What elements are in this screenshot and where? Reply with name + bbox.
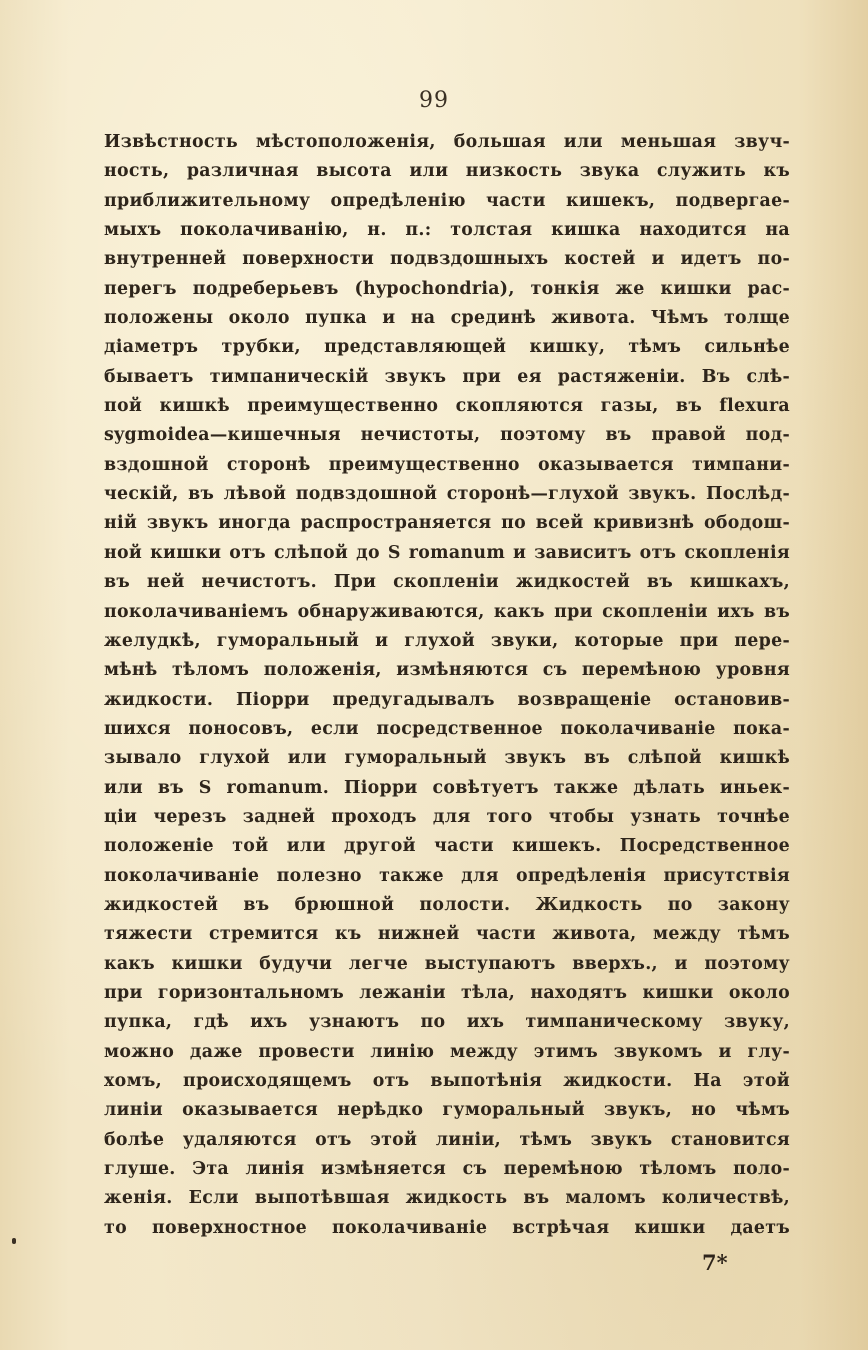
text-line: глуше. Эта линія измѣняется съ перемѣною тѣломъ поло- xyxy=(104,1159,790,1180)
text-line: поколачиваніе полезно также для опредѣленія присутствія xyxy=(104,865,790,886)
text-line: вздошной сторонѣ преимущественно оказывается тимпани- xyxy=(104,454,790,475)
text-line: шихся поносовъ, если посредственное поколачиваніе пока- xyxy=(104,718,790,739)
ink-speck xyxy=(12,1238,16,1244)
text-line: болѣе удаляются отъ этой линіи, тѣмъ звукъ становится xyxy=(104,1129,790,1150)
text-line: линіи оказывается нерѣдко гуморальный звукъ, но чѣмъ xyxy=(104,1100,790,1121)
text-line: Извѣстность мѣстоположенія, большая или меньшая звуч- xyxy=(104,132,790,152)
text-line: поколачиваніемъ обнаруживаются, какъ при скопленіи ихъ въ xyxy=(104,601,790,622)
text-line: жидкости. Піорри предугадывалъ возвращеніе остановив- xyxy=(104,689,790,710)
text-line: положены около пупка и на срединѣ живота. Чѣмъ толще xyxy=(104,308,790,329)
text-line: ческій, въ лѣвой подвздошной сторонѣ—глухой звукъ. Послѣд- xyxy=(104,484,790,505)
text-line: бываетъ тимпаническій звукъ при ея растяженіи. Въ слѣ- xyxy=(104,366,790,387)
text-line: мѣнѣ тѣломъ положенія, измѣняются съ перемѣною уровня xyxy=(104,660,790,681)
printer-signature-mark: 7* xyxy=(702,1250,728,1275)
text-line: sygmoidea—кишечныя нечистоты, поэтому въ правой под- xyxy=(104,425,790,446)
text-line: желудкѣ, гуморальный и глухой звуки, которые при пере- xyxy=(104,630,790,651)
text-line: женія. Если выпотѣвшая жидкость въ маломъ количествѣ, xyxy=(104,1188,790,1209)
page-number: 99 xyxy=(419,88,449,113)
text-line: ній звукъ иногда распространяется по всей кривизнѣ ободош- xyxy=(104,513,790,534)
text-line: тяжести стремится къ нижней части живота, между тѣмъ xyxy=(104,924,790,945)
text-line: зывало глухой или гуморальный звукъ въ слѣпой кишкѣ xyxy=(104,748,790,769)
text-line: какъ кишки будучи легче выступаютъ вверхъ., и поэтому xyxy=(104,953,790,974)
text-line: ціи черезъ задней проходъ для того чтобы узнать точнѣе xyxy=(104,806,790,827)
text-line: въ ней нечистотъ. При скопленіи жидкостей въ кишкахъ, xyxy=(104,572,790,593)
text-line: ность, различная высота или низкость звука служить къ xyxy=(104,161,790,182)
text-line: пой кишкѣ преимущественно скопляются газы, въ flexura xyxy=(104,396,790,417)
text-line: можно даже провести линію между этимъ звукомъ и глу- xyxy=(104,1041,790,1062)
text-line: жидкостей въ брюшной полости. Жидкость по закону xyxy=(104,894,790,915)
text-line: перегъ подреберьевъ (hypochondria), тонкія же кишки рас- xyxy=(104,278,790,299)
body-text xyxy=(104,128,790,1243)
text-line: пупка, гдѣ ихъ узнаютъ по ихъ тимпаническому звуку, xyxy=(104,1012,790,1033)
text-line: при горизонтальномъ лежаніи тѣла, находятъ кишки около xyxy=(104,982,790,1003)
text-line: діаметръ трубки, представляющей кишку, тѣмъ сильнѣе xyxy=(104,337,790,358)
text-line: приближительному опредѣленію части кишекъ, подвергае- xyxy=(104,190,790,211)
text-line: то поверхностное поколачиваніе встрѣчая кишки даетъ xyxy=(104,1217,790,1238)
text-line: мыхъ поколачиванію, н. п.: толстая кишка находится на xyxy=(104,220,790,241)
text-line: или въ S romanum. Піорри совѣтуетъ также дѣлать иньек- xyxy=(104,777,790,798)
text-line: ной кишки отъ слѣпой до S romanum и зависитъ отъ скопленія xyxy=(104,542,790,563)
text-line: положеніе той или другой части кишекъ. Посредственное xyxy=(104,836,790,857)
text-line: хомъ, происходящемъ отъ выпотѣнія жидкости. На этой xyxy=(104,1071,790,1091)
text-line: внутренней поверхности подвздошныхъ костей и идетъ по- xyxy=(104,249,790,270)
